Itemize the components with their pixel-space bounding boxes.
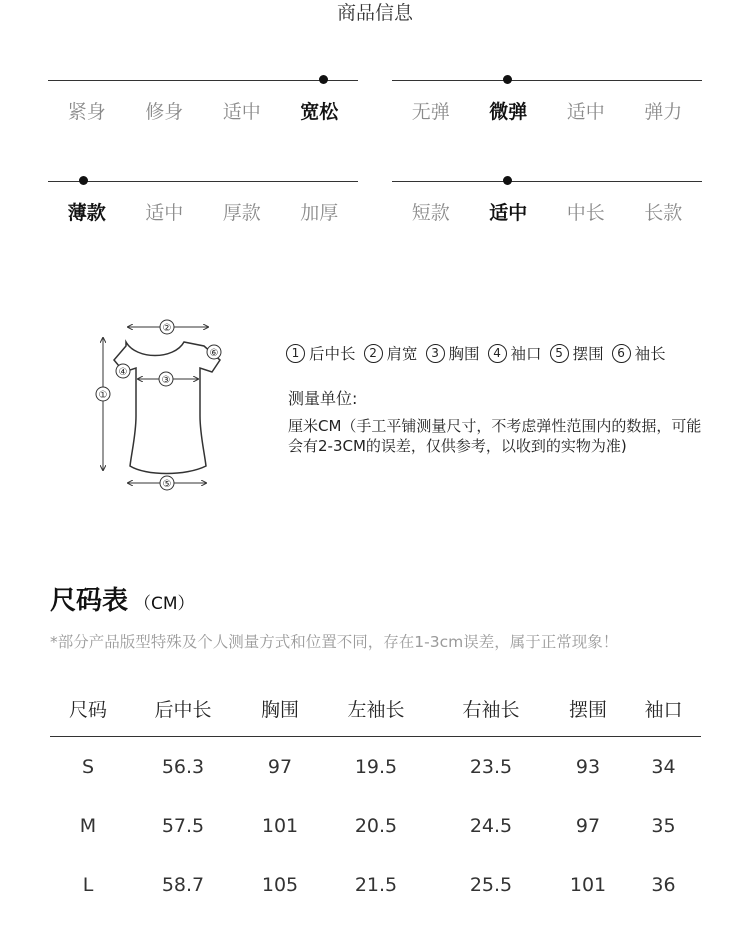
table-cell: 56.3 [161,755,205,778]
garment-diagram [86,316,236,496]
marker-label: ① [98,390,108,401]
size-table-title [50,580,195,617]
scale-indicator [503,176,512,185]
scale-option: 弹力 [644,101,683,123]
legend-item [286,342,356,364]
scale-option-selected: 适中 [489,202,528,224]
scale-option: 修身 [145,101,184,123]
legend-item [488,342,542,364]
legend-number: 4 [488,344,507,363]
legend-label: 袖长 [634,345,666,363]
scale-line [48,181,358,182]
scale-indicator [503,75,512,84]
legend-label: 摆围 [572,345,604,363]
thickness-scale [48,181,358,241]
scale-line [392,181,702,182]
column-header: 右袖长 [432,688,550,737]
legend-item [426,342,480,364]
unit-label: 测量单位: [288,389,358,408]
scale-indicator [79,176,88,185]
column-header: 尺码 [50,688,126,737]
scale-option: 短款 [411,202,450,224]
legend-item [612,342,666,364]
page-title: 商品信息 [336,2,413,24]
table-cell: 24.5 [469,814,513,837]
table-cell: 36 [651,873,676,896]
table-cell: 35 [651,814,676,837]
scale-indicator [319,75,328,84]
shirt-outline-icon [114,342,220,474]
table-cell: 25.5 [469,873,513,896]
table-cell: S [81,755,95,778]
marker-label: ⑤ [162,479,172,490]
table-cell: 20.5 [354,814,398,837]
column-header: 后中长 [126,688,240,737]
marker-label: ⑥ [209,348,219,359]
scale-line [48,80,358,81]
column-header: 摆围 [550,688,626,737]
table-cell: L [82,873,94,896]
marker-label: ④ [118,367,128,378]
scale-option: 紧身 [67,101,106,123]
scale-option: 中长 [566,202,605,224]
table-cell: M [79,814,97,837]
scale-option: 厚款 [222,202,261,224]
table-row [50,855,701,914]
column-header: 胸围 [240,688,320,737]
size-table-note: *部分产品版型特殊及个人测量方式和位置不同，存在1-3cm误差，属于正常现象！ [50,633,619,651]
scale-option: 长款 [644,202,683,224]
marker-label: ③ [161,375,171,386]
legend-label: 后中长 [309,345,356,363]
length-scale [392,181,702,241]
scale-option-selected: 薄款 [67,202,106,224]
legend-number: 6 [612,344,631,363]
scale-option: 无弹 [411,101,450,123]
legend-number: 2 [364,344,383,363]
table-row [50,796,701,855]
table-cell: 21.5 [354,873,398,896]
legend-label: 胸围 [448,345,480,363]
table-cell: 97 [267,755,293,778]
scale-option: 适中 [222,101,261,123]
marker-label: ② [162,323,172,334]
legend-number: 1 [286,344,305,363]
legend-item [550,342,604,364]
scale-option-selected: 宽松 [300,101,339,123]
column-header: 袖口 [626,688,701,737]
scale-option: 适中 [566,101,605,123]
table-cell: 97 [575,814,601,837]
table-cell: 93 [575,755,601,778]
table-cell: 58.7 [161,873,205,896]
column-header: 左袖长 [320,688,432,737]
scale-option: 加厚 [300,202,339,224]
table-cell: 105 [261,873,299,896]
legend-label: 肩宽 [386,345,418,363]
table-row [50,737,701,797]
table-cell: 101 [569,873,607,896]
scale-line [392,80,702,81]
legend-item [364,342,418,364]
scale-option: 适中 [145,202,184,224]
measurement-legend [286,342,666,364]
scale-option-selected: 微弹 [489,101,528,123]
table-header-row [50,688,701,737]
table-cell: 19.5 [354,755,398,778]
unit-description: 厘米CM（手工平铺测量尺寸，不考虑弹性范围内的数据，可能会有2-3CM的误差，仅供参考，以收到的实物为准) [288,417,702,455]
legend-number: 5 [550,344,569,363]
table-cell: 101 [261,814,299,837]
size-table-unit: （CM） [134,594,195,614]
size-table-heading: 尺码表 [50,586,129,616]
legend-label: 袖口 [510,345,542,363]
fit-scale [48,80,358,140]
legend-number: 3 [426,344,445,363]
table-cell: 34 [651,755,676,778]
elasticity-scale [392,80,702,140]
table-cell: 23.5 [469,755,513,778]
size-table [50,688,701,914]
table-cell: 57.5 [161,814,205,837]
